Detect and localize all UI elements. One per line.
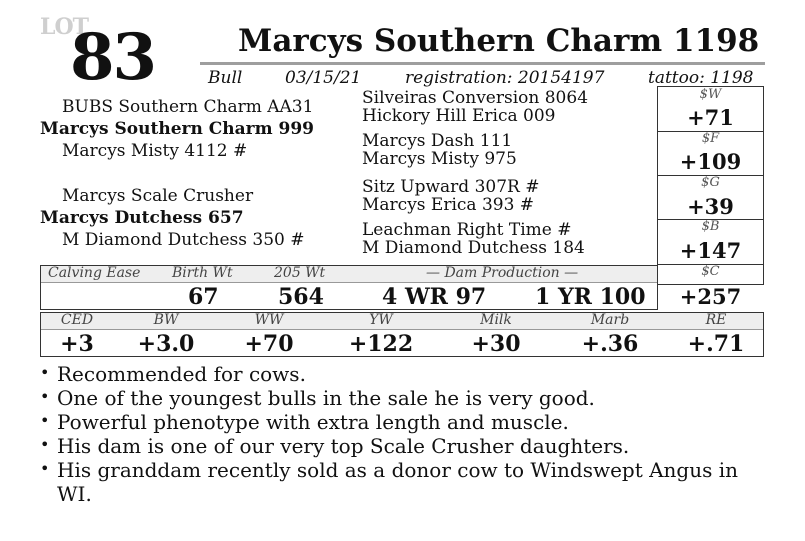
header-birth-wt: Birth Wt (172, 265, 233, 281)
lot-number: 83 (70, 20, 156, 95)
pedigree-ancestor: M Diamond Dutchess 184 (362, 238, 585, 258)
index-column (657, 86, 764, 285)
note-item: • Recommended for cows. (40, 362, 770, 386)
animal-name: Marcys Southern Charm 1198 (238, 23, 760, 59)
epd-header-re: RE (705, 312, 727, 328)
epd-value-milk: +30 (471, 331, 521, 357)
value-dam-yr: 1 YR 100 (535, 284, 646, 310)
value-205-wt: 564 (278, 284, 324, 310)
note-item: • His dam is one of our very top Scale Crusher daughters. (40, 434, 770, 458)
epd-header-ww: WW (254, 312, 284, 328)
epd-header-bw: BW (153, 312, 179, 328)
pedigree-ancestor: Marcys Dash 111 (362, 131, 513, 151)
header-rule (200, 62, 765, 65)
pedigree-ancestor: Marcys Misty 975 (362, 149, 517, 169)
epd-value-ced: +3 (60, 331, 94, 357)
index-value-f: +109 (679, 149, 742, 174)
epd-value-bw: +3.0 (137, 331, 195, 357)
header-dam-production: — Dam Production — (426, 265, 579, 281)
animal-type: Bull (208, 68, 243, 88)
index-value-g: +39 (687, 194, 734, 219)
pedigree-ancestor: Leachman Right Time # (362, 220, 572, 240)
index-label-b: $B (701, 219, 720, 234)
pedigree-dam-sire: Marcys Scale Crusher (62, 186, 254, 206)
notes-list (40, 362, 770, 506)
pedigree-sire-dam: Marcys Misty 4112 # (62, 141, 248, 161)
pedigree-ancestor: Sitz Upward 307R # (362, 177, 540, 197)
epd-header-marb: Marb (590, 312, 630, 328)
note-item: • One of the youngest bulls in the sale he is very good. (40, 386, 770, 410)
index-label-w: $W (699, 87, 722, 102)
pedigree-dam-dam: M Diamond Dutchess 350 # (62, 230, 305, 250)
pedigree-ancestor: Hickory Hill Erica 009 (362, 106, 556, 126)
note-item: • Powerful phenotype with extra length and muscle. (40, 410, 770, 434)
lot-label: LOT (40, 14, 89, 40)
epd-header-yw: YW (369, 312, 393, 328)
epd-header-ced: CED (60, 312, 94, 328)
epd-value-marb: +.36 (581, 331, 639, 357)
pedigree-sire: Marcys Southern Charm 999 (40, 119, 315, 139)
pedigree-dam: Marcys Dutchess 657 (40, 208, 244, 228)
index-value-w: +71 (687, 105, 734, 130)
index-label-g: $G (701, 175, 720, 190)
epd-value-yw: +122 (348, 331, 414, 357)
value-birth-wt: 67 (188, 284, 219, 310)
tattoo: tattoo: 1198 (648, 68, 754, 88)
header-205-wt: 205 Wt (274, 265, 326, 281)
index-value-c: +257 (679, 284, 742, 309)
value-dam-wr: 4 WR 97 (382, 284, 487, 310)
index-value-b: +147 (679, 238, 742, 263)
note-item: • His granddam recently sold as a donor cow to Windswept Angus in WI. (40, 458, 757, 506)
pedigree-ancestor: Marcys Erica 393 # (362, 195, 535, 215)
index-label-c: $C (701, 264, 720, 279)
birth-date: 03/15/21 (285, 68, 362, 88)
epd-value-ww: +70 (244, 331, 294, 357)
epd-header-milk: Milk (480, 312, 512, 328)
registration-number: registration: 20154197 (405, 68, 605, 88)
pedigree-ancestor: Silveiras Conversion 8064 (362, 88, 589, 108)
epd-value-re: +.71 (687, 331, 745, 357)
pedigree-sire-sire: BUBS Southern Charm AA31 (62, 97, 314, 117)
index-label-f: $F (701, 131, 720, 146)
header-calving-ease: Calving Ease (48, 265, 141, 281)
